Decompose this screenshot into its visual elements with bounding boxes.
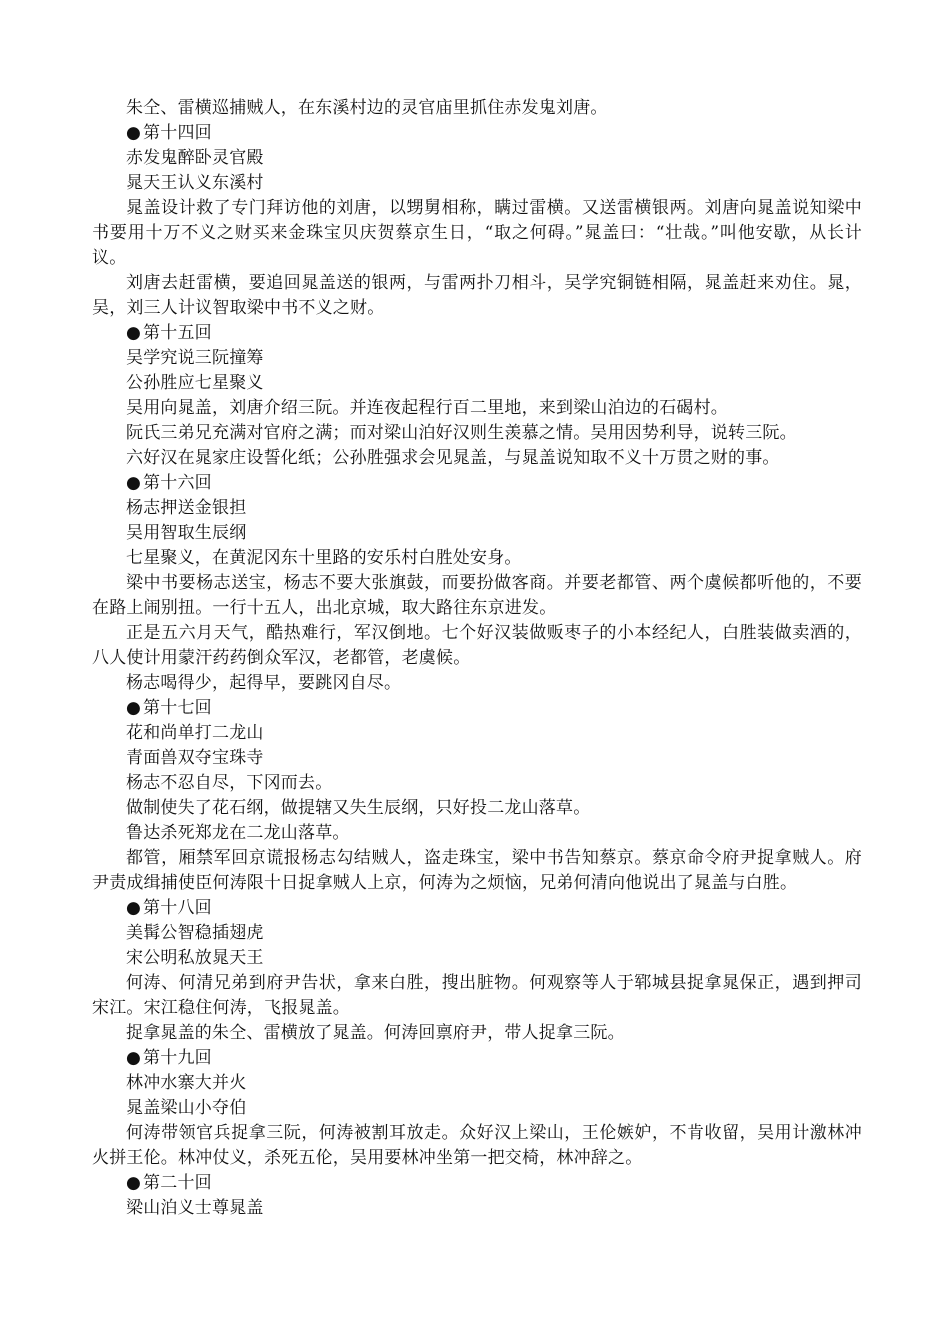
chapter-heading <box>92 696 862 721</box>
chapter-heading <box>92 471 862 496</box>
paragraph: 捉拿晁盖的朱仝、雷横放了晁盖。何涛回禀府尹，带人捉拿三阮。 <box>126 1023 625 1043</box>
document-page <box>92 96 862 1221</box>
paragraph: 阮氏三弟兄充满对官府之满；而对梁山泊好汉则生羡慕之情。吴用因势利导，说转三阮。 <box>126 423 797 443</box>
paragraph: 刘唐去赶雷横，要追回晁盖送的银两，与雷两扑刀相斗，吴学究铜链相隔，晁盖赶来劝住。晁，吴，刘三人计议智取梁中书不义之财。 <box>92 273 862 318</box>
chapter-heading <box>92 896 862 921</box>
paragraph: 鲁达杀死郑龙在二龙山落草。 <box>126 823 350 843</box>
chapter-title: 第十五回 <box>143 323 212 343</box>
paragraph: 梁中书要杨志送宝，杨志不要大张旗鼓，而要扮做客商。并要老都管、两个虞候都听他的，不要在路上闹别扭。一行十五人，出北京城，取大路往东京进发。 <box>92 573 862 618</box>
paragraph: 何涛带领官兵捉拿三阮，何涛被割耳放走。众好汉上梁山，王伦嫉妒，不肯收留，吴用计激林冲火拼王伦。林冲仗义，杀死五伦，吴用要林冲坐第一把交椅，林冲辞之。 <box>92 1123 862 1168</box>
chapter-subtitle: 花和尚单打二龙山 <box>126 723 264 743</box>
paragraph: 杨志不忍自尽，下冈而去。 <box>126 773 333 793</box>
bullet-icon: ● <box>126 323 142 343</box>
chapter-subtitle: 吴学究说三阮撞筹 <box>126 348 264 368</box>
paragraph: 正是五六月天气，酷热难行，军汉倒地。七个好汉装做贩枣子的小本经纪人，白胜装做卖酒的，八人使计用蒙汗药药倒众军汉，老都管，老虞候。 <box>92 623 862 668</box>
paragraph: 做制使失了花石纲，做提辖又失生辰纲，只好投二龙山落草。 <box>126 798 591 818</box>
paragraph: 都管，厢禁军回京谎报杨志勾结贼人，盗走珠宝，梁中书告知蔡京。蔡京命令府尹捉拿贼人。府尹责成缉捕使臣何涛限十日捉拿贼人上京，何涛为之烦恼，兄弟何清向他说出了晁盖与白胜。 <box>92 848 862 893</box>
chapter-subtitle: 宋公明私放晁天王 <box>126 948 264 968</box>
bullet-icon: ● <box>126 123 142 143</box>
chapter-heading <box>92 321 862 346</box>
chapter-subtitle: 杨志押送金银担 <box>126 498 247 518</box>
chapter-heading <box>92 1046 862 1071</box>
chapter-title: 第十六回 <box>143 473 212 493</box>
chapter-title: 第十四回 <box>143 123 212 143</box>
chapter-subtitle: 美髯公智稳插翅虎 <box>126 923 264 943</box>
paragraph: 吴用向晁盖，刘唐介绍三阮。并连夜起程行百二里地，来到梁山泊边的石碣村。 <box>126 398 728 418</box>
bullet-icon: ● <box>126 1048 142 1068</box>
paragraph: 杨志喝得少，起得早，要跳冈自尽。 <box>126 673 402 693</box>
bullet-icon: ● <box>126 1173 142 1193</box>
chapter-subtitle: 晁天王认义东溪村 <box>126 173 264 193</box>
paragraph: 何涛、何清兄弟到府尹告状，拿来白胜，搜出脏物。何观察等人于郓城县捉拿晁保正，遇到押司宋江。宋江稳住何涛，飞报晁盖。 <box>92 973 862 1018</box>
chapter-heading <box>92 1171 862 1196</box>
chapter-title: 第十七回 <box>143 698 212 718</box>
chapter-subtitle: 林冲水寨大并火 <box>126 1073 247 1093</box>
chapter-subtitle: 吴用智取生辰纲 <box>126 523 247 543</box>
paragraph: 六好汉在晁家庄设誓化纸；公孙胜强求会见晁盖，与晁盖说知取不义十万贯之财的事。 <box>126 448 780 468</box>
bullet-icon: ● <box>126 698 142 718</box>
paragraph: 朱仝、雷横巡捕贼人，在东溪村边的灵官庙里抓住赤发鬼刘唐。 <box>126 98 608 118</box>
paragraph: 七星聚义，在黄泥冈东十里路的安乐村白胜处安身。 <box>126 548 522 568</box>
chapter-title: 第二十回 <box>143 1173 212 1193</box>
chapter-subtitle: 青面兽双夺宝珠寺 <box>126 748 264 768</box>
chapter-title: 第十八回 <box>143 898 212 918</box>
chapter-heading <box>92 121 862 146</box>
chapter-subtitle: 梁山泊义士尊晁盖 <box>126 1198 264 1218</box>
chapter-subtitle: 赤发鬼醉卧灵官殿 <box>126 148 264 168</box>
bullet-icon: ● <box>126 898 142 918</box>
paragraph: 晁盖设计救了专门拜访他的刘唐，以甥舅相称，瞒过雷横。又送雷横银两。刘唐向晁盖说知梁中书要用十万不义之财买来金珠宝贝庆贺蔡京生日，“取之何碍。”晁盖曰：“壮哉。”叫他安歇，从长计议。 <box>92 198 862 268</box>
chapter-subtitle: 公孙胜应七星聚义 <box>126 373 264 393</box>
bullet-icon: ● <box>126 473 142 493</box>
chapter-subtitle: 晁盖梁山小夺伯 <box>126 1098 247 1118</box>
chapter-title: 第十九回 <box>143 1048 212 1068</box>
